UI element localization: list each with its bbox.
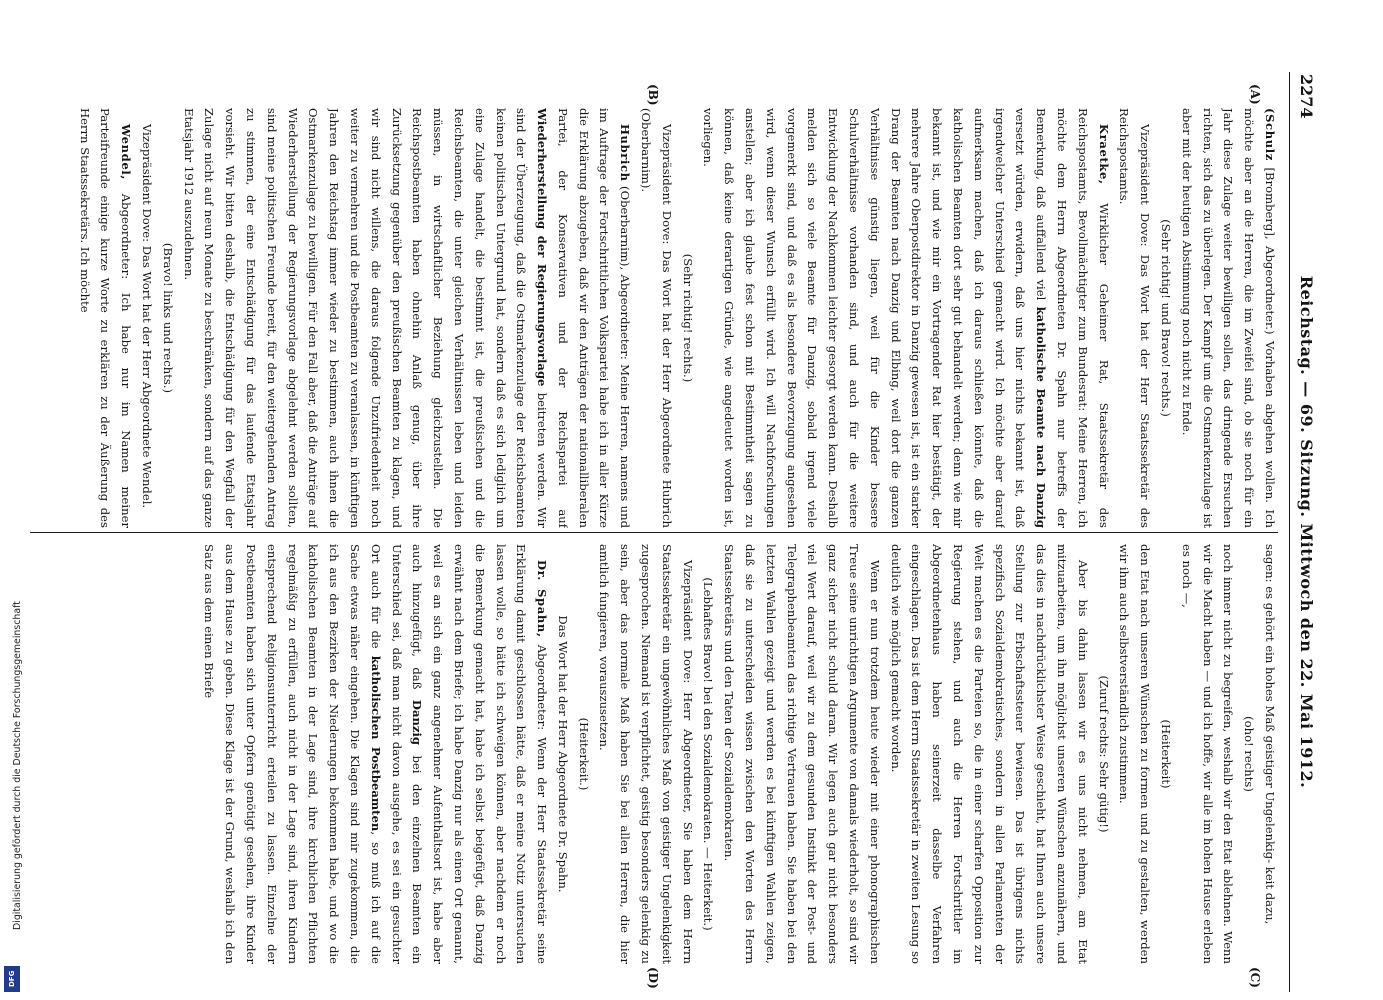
running-head-title: Reichstag. — 69. Sitzung. Mittwoch den 22. Mai 1912. xyxy=(1297,275,1316,789)
applause-note: (Sehr richtig! und Bravo! rechts.) xyxy=(1159,219,1174,417)
running-head xyxy=(1289,72,1320,992)
right-paragraph-5: Wenn er nun trotzdem heute wieder mit einer phonographischen Treue seine unrichtigen Argumente von damals wiederholt, so sind wir ganz sicher nicht schuld daran. Wir legen auch gar nicht besonders viel Wert darauf, weil wir zu dem gesunden Instinkt der Post- und Telegraphenbeamten das richtige Vertrauen haben. Sie haben bei den letzten Wahlen gezeigt und werden es bei künftigen Wahlen zeigen, daß sie zu unterscheiden wissen zwischen den Worten des Herrn Staatssekretärs und den Taten der Sozialdemokraten. xyxy=(722,544,882,964)
reaction-note: (Zuruf rechts: Sehr gütig!) xyxy=(1096,675,1111,833)
speaker-name: Hubrich xyxy=(618,124,633,182)
column-divider xyxy=(30,532,1278,533)
dfg-logo: DFG xyxy=(4,966,20,992)
reaction-note: (Heiterkeit.) xyxy=(576,717,591,791)
emphasis-text: katholischen Postbeamten xyxy=(368,655,383,832)
right-paragraph-6: Vizepräsident Dove: Herr Abgeordneter, Sie haben dem Herrn Staatssekretär ein ungewöhnliches Maß von geistiger Ungelenkigkeit zugesprochen. Niemand ist verpflichtet, geistig besonders gelenkig zu sein, aber das normale Maß haben Sie bei allen Herren, die hier amtlich fungieren, vorauszusetzen. xyxy=(597,544,695,964)
right-paragraph-8 xyxy=(199,544,553,964)
margin-letter-c: (C) xyxy=(1248,967,1262,988)
right-paragraph-2: noch immer nicht zu begreifen, weshalb wir den Etat ablehnen. Wenn wir die Macht haben — und ich hoffe, wir alle im hohen Hause erleben es noch —, xyxy=(1179,544,1236,964)
paragraph-text: Wirklicher Geheimer Rat, Staatssekretär des Reichspostamts, Bevollmächtigter zum Bundesrat: Meine Herren, ich möchte dem Herrn Abgeordneten Dr. Spahn nur betreffs der Bemerkung, daß auffallend viel xyxy=(1034,108,1111,528)
right-paragraph-3: den Etat nach unseren Wünschen zu formen und zu gestalten, werden wir ihm auch selbstverständlich zustimmen. xyxy=(1117,544,1153,964)
applause-note: (Bravo! links und rechts.) xyxy=(160,242,175,394)
right-paragraph-4: Aber bis dahin lassen wir es uns nicht nehmen, am Etat mitzuarbeiten, um ihn möglichst unseren Wünschen anzunähern, und das dies in nachdrücklichster Weise geschieht, hat Ihnen auch unsere Stellung zur Erbschaftssteuer bewiesen. Das ist übrigens nichts spezifisch Sozialdemokratisches, sondern in allen Parlamenten der Welt machen es die Parteien so, die in einer scharfen Opposition zur Regierung stehen, und auch die Herren Fortschrittler im Abgeordnetenhaus haben seinerzeit dasselbe Verfahren eingeschlagen. Das ist dem Herrn Staatssekretär in zweiten Lesung so deutlich wie möglich gemacht worden. xyxy=(888,544,1090,964)
reaction-note: (Heiterkeit) xyxy=(1159,719,1174,789)
emphasis-text: Danzig xyxy=(410,699,425,745)
reaction-note: (oho! rechts) xyxy=(1242,716,1257,792)
left-paragraph-6: Vizepräsident Dove: Das Wort hat der Herr Abgeordnete Wendel. xyxy=(139,124,154,509)
speaker-note: [Bromberg], Abgeordneter.) xyxy=(1263,160,1277,335)
right-column xyxy=(30,544,1280,964)
paragraph-text: Abgeordneter: Ich habe nur im Namen meiner Parteifreunde einige kurze Worte zu erklären zu der Äußerung des Herrn Staatssekretärs. Ich möchte xyxy=(77,108,134,528)
right-paragraph-7: Das Wort hat der Herr Abgeordnete Dr. Spahn. xyxy=(555,615,570,893)
margin-letter-b: (B) xyxy=(646,84,660,106)
left-paragraph-2: Vizepräsident Dove: Das Wort hat der Herr Staatssekretär des Reichspostamts. xyxy=(1117,108,1153,528)
paragraph-text: versetzt würden, erwidern, daß uns hier nichts bekannt ist, daß irgendwelcher Unterschied gemacht wird. Ich möchte aber darauf aufmerksam machen, daß ich daraus schließen könnte, daß die katholischen Beamten dort sehr gut behandelt werden; denn wie mir bekannt ist, und wie mir ein Vortragender Rat hier bestätigt, der mehrere Jahre Oberpostdirektor in Danzig gewesen ist, ist ein starker Drang der Beamten nach Danzig und Elbing, weil dort die ganzen Verhältnisse günstig liegen, weil für die Kinder bessere Schulverhältnisse vorhanden sind, und auch für die weitere Entwicklung der Nachkommen leichter gesorgt werden kann. Deshalb melden sich so viele Beamte für Danzig, sobald irgend viele vorgemerkt sind, und daß es als besondere Bevorzugung angesehen wird, wenn dieser Wunsch erfüllt wird. Ich will Nachforschungen anstellen; aber ich glaube fest schon mit Bestimmtheit sagen zu können, daß keine derartigen Gründe, wie angedeutet worden ist, vorliegen. xyxy=(701,108,1028,528)
page-number: 2274 xyxy=(1297,74,1316,119)
speaker-name: Kraetke, xyxy=(1096,124,1111,185)
paragraph-text: Vorhaben abgehen wollen. Ich möchte aber an die Herren, die im Zweifel sind, ob sie noch für ein Jahr diese Zulage weiter bewilligen sollen, das dringende Ersuchen richten, sich das zu überlegen. Der Kampf um die Ostmarkenzulage ist aber mit der heutigen Abstimmung noch nicht zu Ende. xyxy=(1179,108,1277,528)
applause-note: (Sehr richtig! rechts.) xyxy=(680,253,695,383)
speaker-name: Wendel, xyxy=(119,124,134,181)
paragraph-text: (Oberbarnim), Abgeordneter: Meine Herren, namens und im Auftrage der Fortschrittlichen Volkspartei habe ich in aller Kürze die Erklärung abzugeben, daß wir den Anträgen der nationalliberalen Partei, der Konservativen und der Reichspartei auf xyxy=(555,108,633,528)
emphasis-text: Wiederherstellung der Regierungsvorlage xyxy=(535,108,550,387)
right-paragraph-1: sagen: es gehört ein hohes Maß geistiger Ungelenkig- keit dazu, xyxy=(1263,544,1277,925)
left-paragraph-5 xyxy=(178,108,636,528)
speaker-name: Dr. Spahn, xyxy=(535,560,550,638)
speaker-name: (Schulz xyxy=(1263,108,1277,161)
paragraph-text: beitreten werden. Wir sind der Überzeugung, daß die Ostmarkenzulage der Reichsbeamten keinen politischen Untergrund hat, sondern daß es sich lediglich um eine Zulage handelt, die bestimmt ist, die preußischen und die Reichsbeamten, die unter gleichen Verhältnissen leben und leiden müssen, in wirtschaftlicher Beziehung gleichzustellen. Die Reichspostbeamten haben ohnehin Anlaß genug, über ihre Zurücksetzung gegenüber den preußischen Beamten zu klagen, und wir sind nicht willens, die daraus folgende Unzufriedenheit noch weiter zu vermehren und die Postbeamten zu veranlassen, in künftigen Jahren den Reichstag immer wieder zu bestimmen, auch ihnen die Ostmarkenzulage zu bewilligen. Für den Fall aber, daß die Anträge auf Wiederherstellung der Regierungsvorlage abgelehnt werden sollten, sind meine politischen Freunde bereit, für den weitergehenden Antrag zu stimmen, der eine Entschädigung für das laufende Etatsjahr vorsieht. Wir bitten deshalb, die Entschädigung für den Wegfall der Zulage nicht auf neun Monate zu beschränken, sondern auf das ganze Etatsjahr 1912 auszudehnen. xyxy=(181,108,550,528)
paragraph-text: bei den einzelnen Beamten ein Unterschied sei, daß man nicht davon ausgehe, es sei ein gesuchter Ort auch für die xyxy=(368,544,425,964)
margin-letter-d: (D) xyxy=(646,967,660,989)
digitization-credit: Digitalisierung gefördert durch die Deutsche Forschungsgemeinschaft xyxy=(11,601,23,930)
left-column xyxy=(30,108,1280,528)
left-paragraph-3 xyxy=(698,108,1114,528)
paragraph-text: Abgeordneter: Wenn der Herr Staatssekretär seine Erklärung damit geschlossen hätte, daß er meine Notiz untersuchen lassen wolle, so hätte ich schweigen können, aber nachdem er noch die Bemerkung gemacht hat, habe ich selbst beigefügt, daß Danzig erwähnt nach dem Briefe; ich habe Danzig nur als einen Ort genannt, weil es an sich ein ganz angenehmer Aufenthaltsort ist, habe aber auch hinzugefügt, daß xyxy=(410,544,550,964)
emphasis-text: katholische Beamte nach Danzig xyxy=(1034,306,1049,528)
left-paragraph-1 xyxy=(1176,108,1280,528)
left-paragraph-7 xyxy=(74,108,136,528)
reaction-note: (Lebhaftes Bravo! bei den Sozialdemokraten. — Heiterkeit.) xyxy=(701,577,716,931)
document-page xyxy=(25,72,1320,992)
left-paragraph-4: Vizepräsident Dove: Das Wort hat der Herr Abgeordnete Hubrich (Oberbarnim). xyxy=(639,108,674,528)
margin-letter-a: (A) xyxy=(1248,84,1262,105)
paragraph-text: , so muß ich auf die Sache etwas näher eingehen. Die Klagen sind mir zugekommen, die ich aus den Bezirken der Niederungen bekommen habe, und wo die katholischen Beamten in der Lage sind, ihre kirchlichen Pflichten regelmäßig zu erfüllen, auch nicht in der Lage sind, ihren Kindern entsprechend Religionsunterricht erteilen zu lassen. Einzelne der Postbeamten haben sich unter Opfern genötigt gesehen, ihre Kinder aus dem Hause zu geben. Diese Klage ist der Grund, weshalb ich den Satz aus dem einen Briefe xyxy=(202,544,383,964)
